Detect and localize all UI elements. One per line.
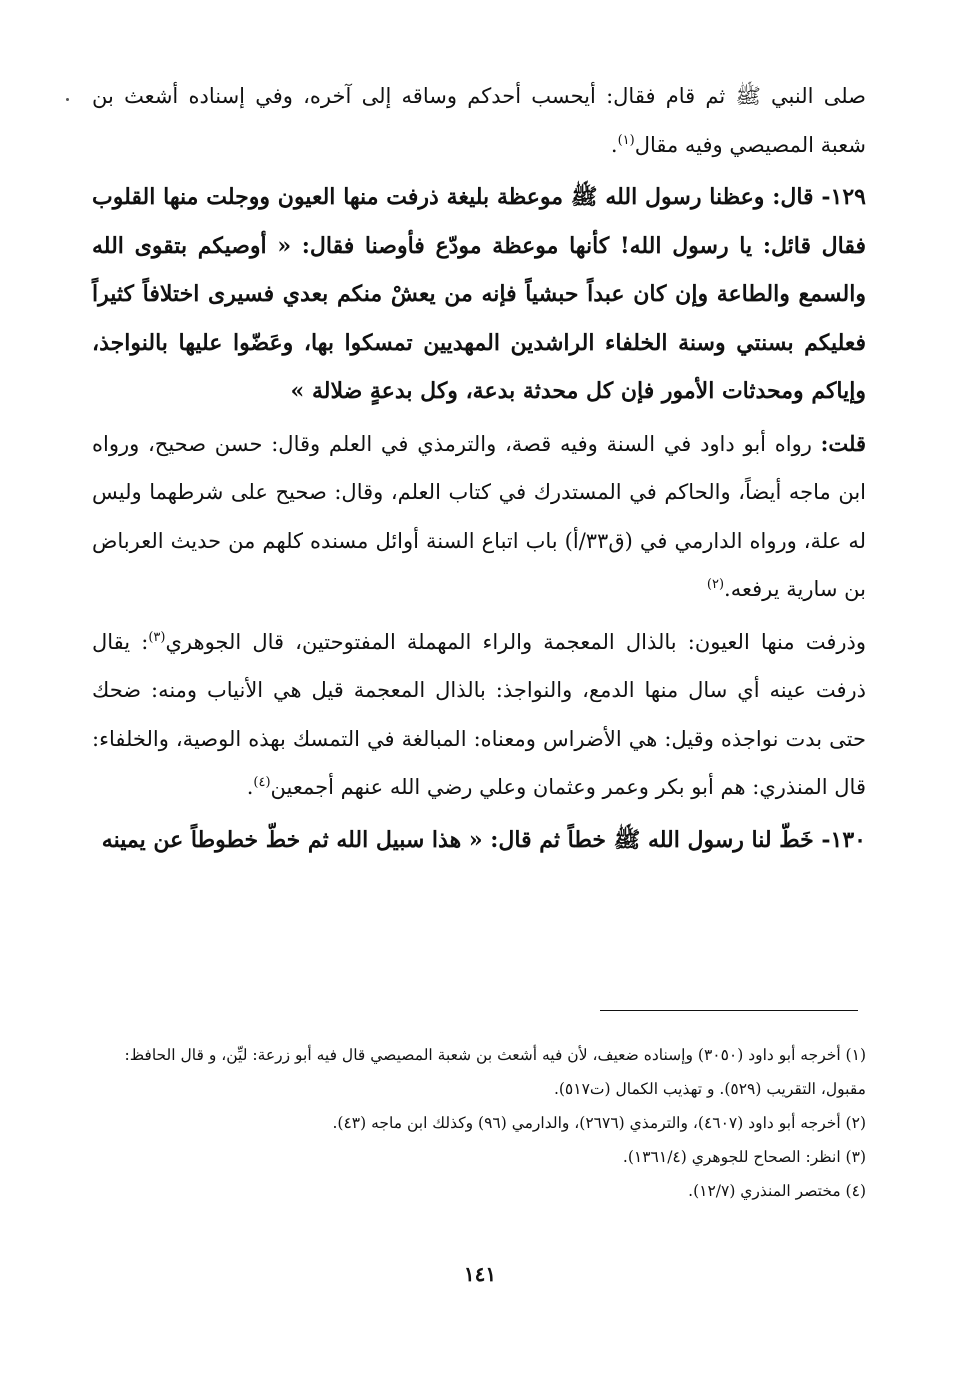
footnote-ref-3: (٣)	[148, 629, 166, 645]
footnotes	[92, 1038, 866, 1208]
explanation-paragraph	[92, 618, 866, 812]
footnote-separator	[600, 1010, 858, 1011]
explanation-text-2: : يقال ذرفت عينه أي سال منها الدمع، والنواجذ: بالذال المعجمة قيل هي الأنياب ومنه: ضحك حتى بدت نواجذه وقيل: هي الأضراس ومعناه: المبالغة في التمسك بهذه الوصية، والخلفاء: قال المنذري: هم أبو بكر وعمر وعثمان وعلي رضي الله عنهم أجمعين	[92, 629, 866, 799]
commentary-paragraph	[92, 420, 866, 614]
footnote-4: (٤) مختصر المنذري (١٢/٧).	[688, 1182, 866, 1200]
footnote-1: (١) أخرجه أبو داود (٣٠٥٠) وإسناده ضعيف، لأن فيه أشعث بن شعبة المصيصي قال فيه أبو زرعة: ليِّن، و قال الحافظ: مقبول، التقريب (٥٢٩). و تهذيب الكمال (ت٥١٧).	[124, 1046, 866, 1098]
paragraph-text: صلى النبي ﷺ ثم قام فقال: أيحسب أحدكم وساقه إلى آخره، وفي إسناده أشعث بن شعبة المصيصي وفيه مقال	[92, 84, 866, 157]
qultu-label: قلت:	[820, 430, 866, 456]
hadith-129-text: موعظة بليغة ذرفت منها العيون ووجلت منها القلوب فقال قائل: يا رسول الله! كأنها موعظة مودّع فأوصنا فقال: « أوصيكم بتقوى الله والسمع والطاعة وإن كان عبداً حبشياً فإنه من يعشْ منكم بعدي فسيرى اختلافاً كثيراً فعليكم بسنتي وسنة الخلفاء الراشدين المهديين تمسكوا بها، وعَضّوا عليها بالنواجذ، وإياكم ومحدثات الأمور فإن كل محدثة بدعة، وكل بدعةٍ ضلالة »	[92, 184, 866, 404]
footnote-2: (٢) أخرجه أبو داود (٤٦٠٧)، والترمذي (٢٦٧٦)، والدارمي (٩٦) وكذلك ابن ماجه (٤٣).	[332, 1114, 866, 1132]
hadith-129	[92, 173, 866, 416]
period: .	[610, 132, 618, 157]
footnote-ref-4: (٤)	[253, 775, 271, 790]
hadith-130-text: خطاً ثم قال: « هذا سبيل الله ثم خطّ خطوطاً عن يمينه	[101, 826, 607, 853]
footnote-3: (٣) انظر: الصحاح للجوهري (١٣٦١/٤).	[622, 1148, 866, 1166]
page-number: ١٤١	[463, 1262, 497, 1286]
explanation-text-1: وذرفت منها العيون: بالذال المعجمة والراء المهملة المفتوحتين، قال الجوهري	[165, 629, 867, 654]
paragraph-continuation	[92, 72, 866, 169]
scan-speck	[66, 98, 69, 101]
period: .	[246, 775, 254, 799]
main-text	[92, 72, 866, 864]
hadith-129-lead: ١٢٩- قال: وعظنا رسول الله ﷺ	[570, 184, 866, 210]
hadith-130	[92, 816, 866, 865]
commentary-text: رواه أبو داود في السنة وفيه قصة، والترمذي في العلم وقال: حسن صحيح، ورواه ابن ماجه أيضاً، والحاكم في المستدرك في كتاب العلم، وقال: صحيح على شرطهما وليس له علة، ورواه الدارمي في (ق٣٣/أ) باب اتباع السنة أوائل مسنده كلهم من حديث العرباض بن سارية يرفعه.	[92, 431, 866, 601]
footnote-ref-2: (٢)	[706, 577, 725, 592]
footnote-ref-1: (١)	[617, 132, 635, 148]
hadith-130-lead: ١٣٠- خَطّ لنا رسول الله ﷺ	[613, 826, 866, 853]
